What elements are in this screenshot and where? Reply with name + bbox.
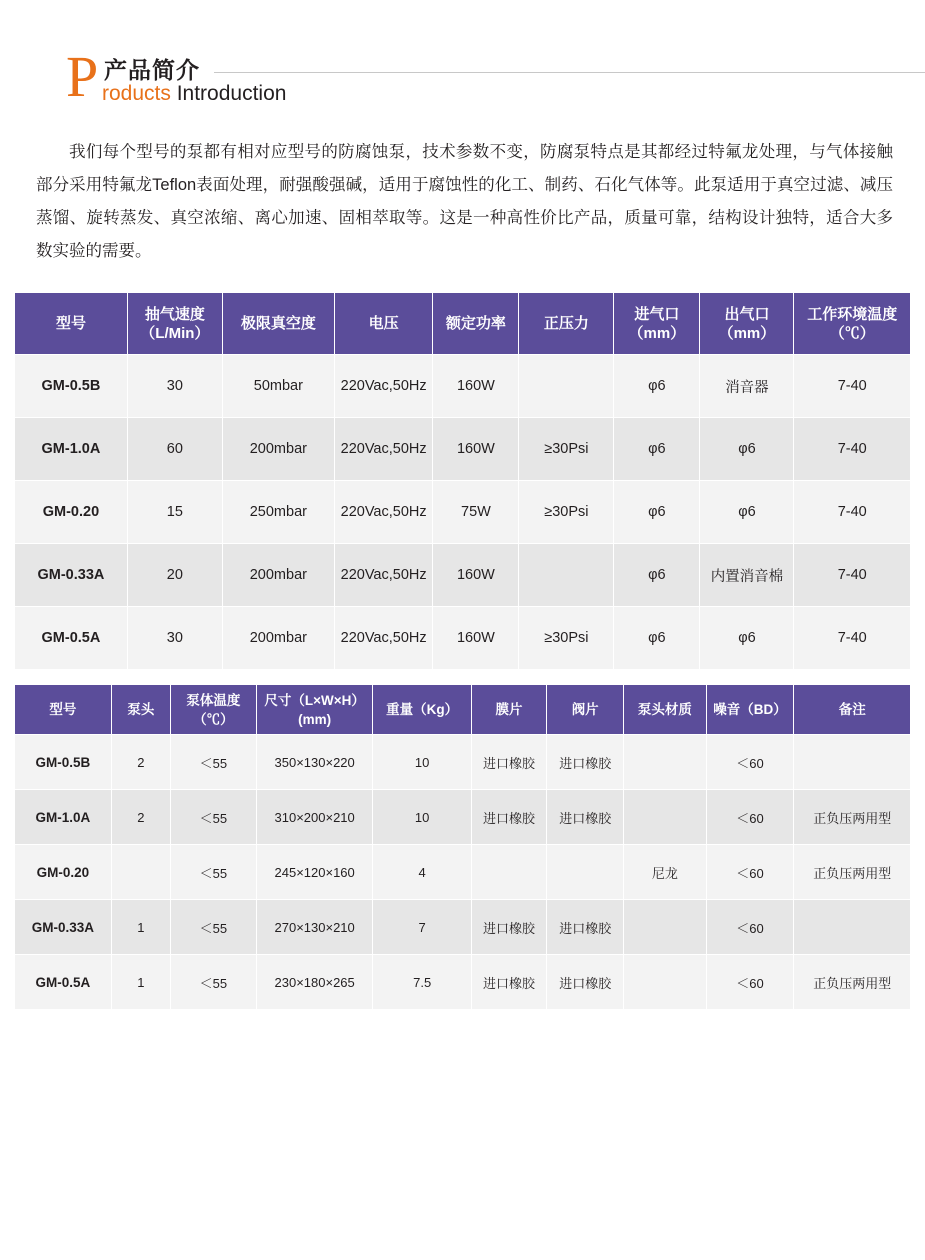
table-cell: 7-40	[794, 544, 911, 607]
cell-model: GM-0.20	[15, 845, 112, 900]
col-header-ambient-temp: 工作环境温度 （℃）	[794, 293, 911, 355]
col-header-positive-pressure: 正压力	[519, 293, 614, 355]
table-cell: φ6	[700, 418, 794, 481]
table-cell: ＜55	[170, 900, 256, 955]
table-cell: 正负压两用型	[794, 790, 911, 845]
section-header	[66, 44, 911, 118]
table-cell: ＜60	[706, 735, 794, 790]
table-cell: 进口橡胶	[471, 955, 546, 1010]
table-cell: ≥30Psi	[519, 607, 614, 670]
col-header-dimensions: 尺寸（L×W×H） (mm)	[256, 685, 372, 735]
table-cell: 进口橡胶	[547, 735, 624, 790]
table-cell: 310×200×210	[256, 790, 372, 845]
table-cell: 内置消音棉	[700, 544, 794, 607]
table-cell: 270×130×210	[256, 900, 372, 955]
table-cell	[547, 845, 624, 900]
cell-model: GM-0.5B	[15, 735, 112, 790]
table-row	[15, 544, 911, 607]
table-cell: 7-40	[794, 355, 911, 418]
col-header-inlet: 进气口 （mm）	[614, 293, 700, 355]
table-cell: 245×120×160	[256, 845, 372, 900]
table-cell: φ6	[614, 355, 700, 418]
table-cell: ＜60	[706, 845, 794, 900]
col-header-head-material: 泵头材质	[624, 685, 706, 735]
col-header-ultimate-vacuum: 极限真空度	[222, 293, 334, 355]
table-cell	[519, 544, 614, 607]
table-cell: 正负压两用型	[794, 845, 911, 900]
table-header-row	[15, 293, 911, 355]
table-cell: 4	[373, 845, 472, 900]
table-cell: 进口橡胶	[547, 900, 624, 955]
specs-table-2-wrapper	[14, 684, 911, 1010]
col-header-weight: 重量（Kg）	[373, 685, 472, 735]
col-header-diaphragm: 膜片	[471, 685, 546, 735]
table-cell: 220Vac,50Hz	[334, 355, 433, 418]
table-cell: 20	[127, 544, 222, 607]
cell-model: GM-0.33A	[15, 544, 128, 607]
table-cell: 160W	[433, 418, 519, 481]
specs-table-2-body	[15, 735, 911, 1010]
cell-model: GM-0.33A	[15, 900, 112, 955]
col-header-remarks: 备注	[794, 685, 911, 735]
cell-model: GM-0.5A	[15, 955, 112, 1010]
col-header-model: 型号	[15, 685, 112, 735]
cell-model: GM-0.5B	[15, 355, 128, 418]
cell-model: GM-0.5A	[15, 607, 128, 670]
table-cell: 220Vac,50Hz	[334, 481, 433, 544]
table-cell: ＜55	[170, 955, 256, 1010]
table-cell: 160W	[433, 544, 519, 607]
table-cell: 进口橡胶	[471, 900, 546, 955]
page-title-en-orange: roducts	[102, 82, 171, 105]
col-header-pumping-speed: 抽气速度 （L/Min）	[127, 293, 222, 355]
table-header-row	[15, 685, 911, 735]
specs-table-1	[14, 292, 911, 670]
table-row	[15, 735, 911, 790]
table-cell	[794, 900, 911, 955]
table-row	[15, 418, 911, 481]
table-row	[15, 355, 911, 418]
intro-paragraph: 我们每个型号的泵都有相对应型号的防腐蚀泵，技术参数不变，防腐泵特点是其都经过特氟龙处理，与气体接触部分采用特氟龙Teflon表面处理，耐强酸强碱，适用于腐蚀性的化工、制药、石化气体等。此泵适用于真空过滤、减压蒸馏、旋转蒸发、真空浓缩、离心加速、固相萃取等。这是一种高性价比产品，质量可靠，结构设计独特，适合大多数实验的需要。	[36, 143, 893, 260]
table-cell: 350×130×220	[256, 735, 372, 790]
table-cell: φ6	[700, 481, 794, 544]
table-cell	[794, 735, 911, 790]
cell-model: GM-1.0A	[15, 790, 112, 845]
table-cell: 7-40	[794, 418, 911, 481]
table-cell: 160W	[433, 607, 519, 670]
table-cell: ＜60	[706, 900, 794, 955]
table-cell	[111, 845, 170, 900]
table-row	[15, 955, 911, 1010]
table-cell: ≥30Psi	[519, 481, 614, 544]
table-cell	[624, 955, 706, 1010]
col-header-model: 型号	[15, 293, 128, 355]
table-row	[15, 900, 911, 955]
table-cell: 200mbar	[222, 544, 334, 607]
page-title-en	[102, 82, 286, 106]
table-cell: 进口橡胶	[547, 955, 624, 1010]
table-cell: 160W	[433, 355, 519, 418]
table-cell: φ6	[614, 607, 700, 670]
table-cell: 15	[127, 481, 222, 544]
table-cell: ＜55	[170, 790, 256, 845]
table-cell: 220Vac,50Hz	[334, 607, 433, 670]
table-cell: 正负压两用型	[794, 955, 911, 1010]
col-header-outlet: 出气口 （mm）	[700, 293, 794, 355]
table-cell: 7.5	[373, 955, 472, 1010]
table-cell: 220Vac,50Hz	[334, 544, 433, 607]
page	[0, 44, 925, 1260]
table-cell: 进口橡胶	[471, 735, 546, 790]
table-cell	[624, 790, 706, 845]
table-row	[15, 845, 911, 900]
table-cell: 200mbar	[222, 607, 334, 670]
table-cell	[519, 355, 614, 418]
table-cell: ＜60	[706, 955, 794, 1010]
table-cell: φ6	[700, 607, 794, 670]
table-cell	[624, 735, 706, 790]
table-cell: 60	[127, 418, 222, 481]
col-header-rated-power: 额定功率	[433, 293, 519, 355]
table-cell: ＜60	[706, 790, 794, 845]
table-row	[15, 607, 911, 670]
col-header-noise: 噪音（BD）	[706, 685, 794, 735]
col-header-valve: 阀片	[547, 685, 624, 735]
table-cell: 1	[111, 900, 170, 955]
table-cell: 250mbar	[222, 481, 334, 544]
header-divider	[214, 72, 925, 73]
specs-table-1-wrapper	[14, 292, 911, 670]
table-cell: ≥30Psi	[519, 418, 614, 481]
table-cell: 消音器	[700, 355, 794, 418]
page-title-en-dark: Introduction	[170, 82, 287, 105]
table-cell: 30	[127, 607, 222, 670]
table-cell: 50mbar	[222, 355, 334, 418]
table-row	[15, 481, 911, 544]
table-cell: 75W	[433, 481, 519, 544]
cell-model: GM-1.0A	[15, 418, 128, 481]
table-cell: ＜55	[170, 845, 256, 900]
table-cell: 尼龙	[624, 845, 706, 900]
table-cell: 7	[373, 900, 472, 955]
table-cell: 200mbar	[222, 418, 334, 481]
table-cell	[624, 900, 706, 955]
table-row	[15, 790, 911, 845]
table-cell: 2	[111, 735, 170, 790]
specs-table-1-body	[15, 355, 911, 670]
table-cell: 30	[127, 355, 222, 418]
table-cell: φ6	[614, 481, 700, 544]
table-cell: 7-40	[794, 481, 911, 544]
table-cell: 进口橡胶	[547, 790, 624, 845]
table-cell: 220Vac,50Hz	[334, 418, 433, 481]
col-header-voltage: 电压	[334, 293, 433, 355]
col-header-pump-head: 泵头	[111, 685, 170, 735]
col-header-body-temp: 泵体温度 （℃）	[170, 685, 256, 735]
table-cell	[471, 845, 546, 900]
table-cell: 1	[111, 955, 170, 1010]
cell-model: GM-0.20	[15, 481, 128, 544]
table-cell: φ6	[614, 418, 700, 481]
table-cell: 2	[111, 790, 170, 845]
table-cell: φ6	[614, 544, 700, 607]
table-cell: 230×180×265	[256, 955, 372, 1010]
page-title-cn: 产品简介	[104, 57, 200, 83]
table-cell: 10	[373, 790, 472, 845]
drop-cap-letter: P	[66, 44, 99, 109]
table-cell: 进口橡胶	[471, 790, 546, 845]
table-cell: 7-40	[794, 607, 911, 670]
specs-table-2	[14, 684, 911, 1010]
table-cell: ＜55	[170, 735, 256, 790]
table-cell: 10	[373, 735, 472, 790]
